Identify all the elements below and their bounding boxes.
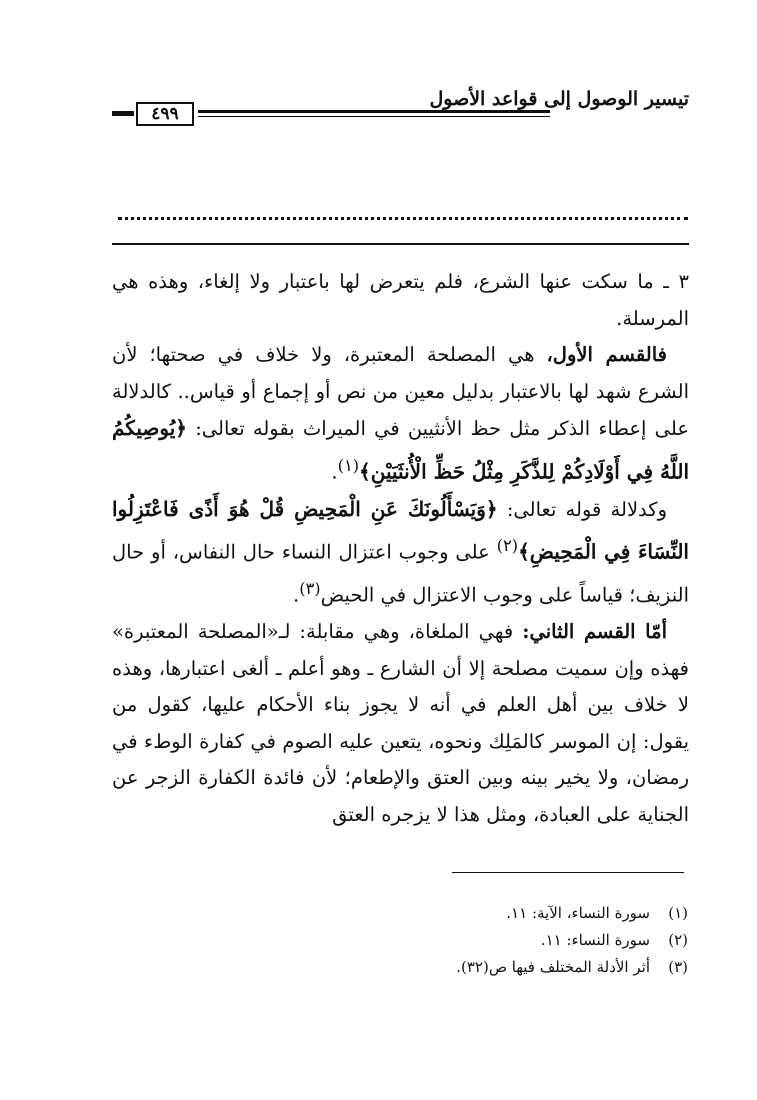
footnote-item (300, 927, 688, 954)
paragraph-4 (112, 614, 689, 833)
main-text (112, 264, 689, 833)
page-number: ٤٩٩ (136, 102, 194, 126)
header-rule-short (112, 111, 134, 116)
paragraph-1: ٣ ـ ما سكت عنها الشرع، فلم يتعرض لها باعتبار ولا إلغاء، وهذه هي المرسلة. (112, 270, 689, 330)
footnote-rule (452, 872, 684, 873)
paragraph-4-lead: أمّا القسم الثاني: (522, 620, 667, 643)
paragraph-2 (112, 337, 689, 491)
paragraph-3-end: . (292, 583, 300, 607)
footnote-number: (٣) (668, 958, 688, 976)
footnote-number: (٢) (668, 931, 688, 949)
dotted-separator (118, 200, 688, 220)
footnote-number: (١) (668, 904, 688, 922)
page-header (112, 88, 689, 132)
footnote-ref-1: (١) (337, 455, 360, 475)
paragraph-3-text-start: وكدلالة قوله تعالى: (506, 497, 667, 521)
footnote-ref-2: (٢) (496, 536, 519, 555)
footnote-text: سورة النساء، الآية: ١١. (506, 904, 650, 922)
book-title: تيسير الوصول إلى قواعد الأصول (429, 88, 689, 110)
quran-verse-2: ﴿وَيَسْأَلُونَكَ عَنِ الْمَحِيضِ قُلْ هُوَ أَذًى فَاعْتَزِلُوا النِّسَاءَ فِي الْمَحِيضِ﴾ (112, 496, 689, 564)
footnote-text: أثر الأدلة المختلف فيها ص(٣٢). (456, 958, 650, 976)
section-separator (112, 243, 689, 245)
paragraph-2-end: . (331, 460, 338, 483)
quran-verse-1: ﴿يُوصِيكُمُ اللَّهُ فِي أَوْلَادِكُمْ لِلذَّكَرِ مِثْلُ حَظِّ الْأُنثَيَيْنِ﴾ (112, 416, 689, 483)
header-rule (198, 110, 550, 117)
paragraph-4-text: فهي الملغاة، وهي مقابلة: لـ«المصلحة المعتبرة» فهذه وإن سميت مصلحة إلا أن الشارع ـ وهو أعلم ـ ألغى اعتبارها، وهذه لا خلاف بين أهل العلم في أنه لا يجوز بناء الأحكام عليها، كقول من يقول: إن الموسر كالمَلِك ونحوه، يتعين عليه الصوم في كفارة الوطء في رمضان، ولا يخير بينه وبين العتق والإطعام؛ لأن فائدة الكفارة الزجر عن الجناية على العبادة، ومثل هذا لا يزجره العتق (112, 620, 689, 826)
footnotes (300, 900, 688, 981)
footnote-ref-3: (٣) (299, 579, 321, 598)
footnote-item (300, 954, 688, 981)
paragraph-3 (112, 491, 689, 615)
paragraph-2-text: هي المصلحة المعتبرة، ولا خلاف في صحتها؛ لأن الشرع شهد لها بالاعتبار بدليل معين من نص أو إجماع أو قياس.. كالدلالة على إعطاء الذكر مثل حظ الأنثيين في الميراث بقوله تعالى: (112, 343, 689, 440)
footnote-item (300, 900, 688, 927)
paragraph-3-text-mid: على وجوب اعتزال النساء حال النفاس، أو حال النزيف؛ قياساً على وجوب الاعتزال في الحيض (112, 540, 689, 607)
paragraph-2-lead: فالقسم الأول، (546, 343, 667, 366)
footnote-text: سورة النساء: ١١. (540, 931, 650, 949)
